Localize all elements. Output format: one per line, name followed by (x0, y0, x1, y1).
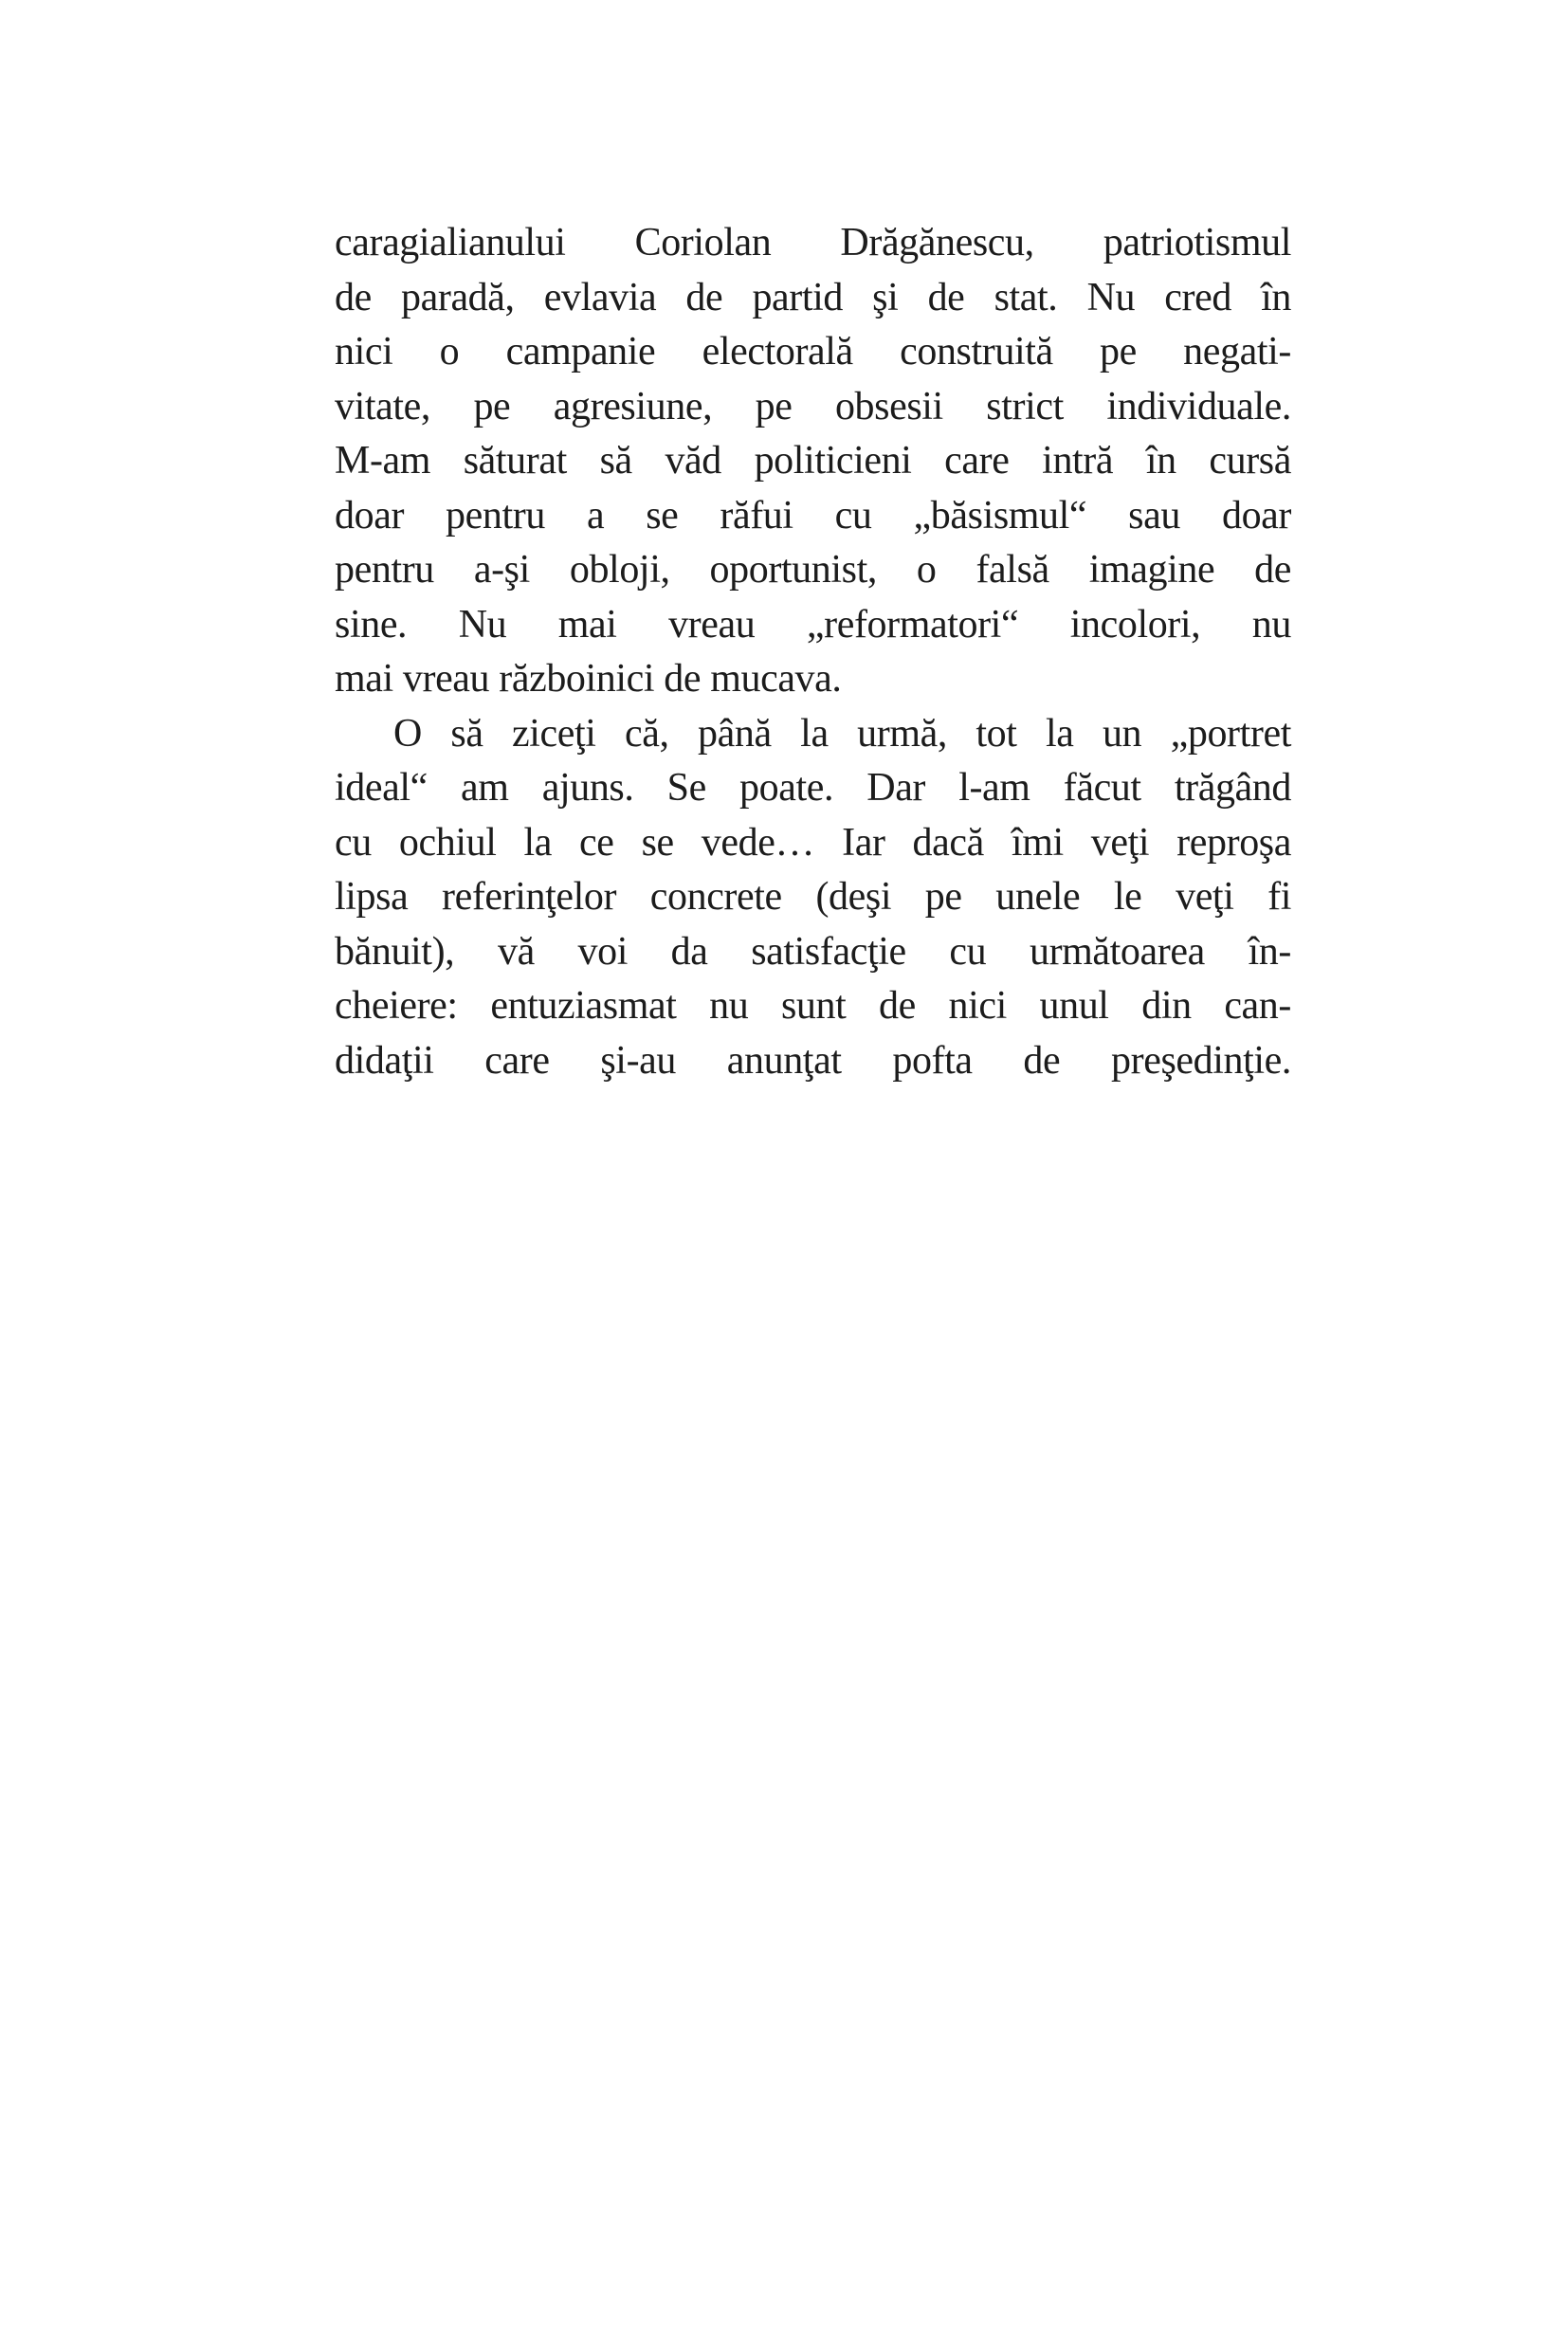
paragraph (335, 707, 1291, 1089)
text-line: sine. Nu mai vreau „reformatori“ incolori, nu (335, 602, 1291, 647)
text-line: ideal“ am ajuns. Se poate. Dar l-am făcut trăgând (335, 766, 1291, 810)
text-line: O să ziceţi că, până la urmă, tot la un „portret (393, 711, 1291, 756)
text-line: M-am săturat să văd politicieni care intră în cursă (335, 439, 1291, 483)
text-line: didaţii care şi-au anunţat pofta de preşedinţie. (335, 1038, 1291, 1083)
text-line: bănuit), vă voi da satisfacţie cu următoarea în- (335, 929, 1291, 974)
text-line: doar pentru a se răfui cu „băsismul“ sau doar (335, 493, 1291, 538)
text-line: lipsa referinţelor concrete (deşi pe unele le veţi fi (335, 875, 1291, 919)
text-line: nici o campanie electorală construită pe negati- (335, 330, 1291, 374)
text-line: mai vreau războinici de mucava. (335, 657, 842, 701)
paragraph (335, 216, 1291, 707)
text-line: cheiere: entuziasmat nu sunt de nici unul din can- (335, 984, 1291, 1028)
text-line: caragialianului Coriolan Drăgănescu, patriotismul (335, 221, 1291, 264)
text-line: de paradă, evlavia de partid şi de stat. Nu cred în (335, 275, 1291, 319)
text-line: cu ochiul la ce se vede… Iar dacă îmi veţi reproşa (335, 820, 1291, 865)
text-line: vitate, pe agresiune, pe obsesii strict individuale. (335, 384, 1291, 428)
text-line: pentru a-şi obloji, oportunist, o falsă imagine de (335, 548, 1291, 592)
text-block (335, 216, 1291, 1088)
